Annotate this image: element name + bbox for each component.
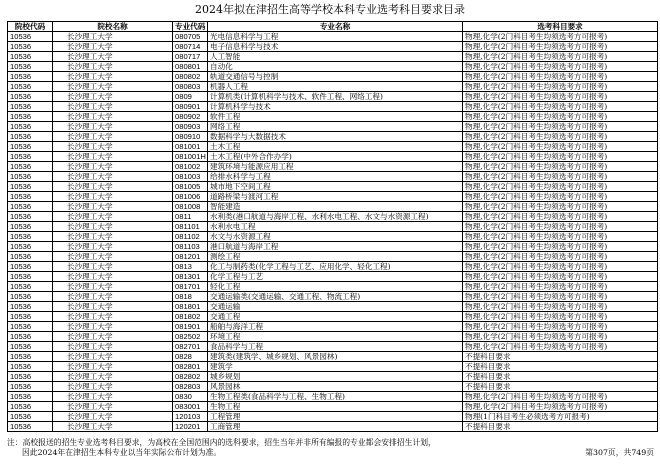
cell-major-name: 港口航道与海岸工程 <box>208 242 463 252</box>
cell-school-code: 10536 <box>8 342 53 352</box>
cell-school-code: 10536 <box>8 122 53 132</box>
cell-major-name: 网络工程 <box>208 122 463 132</box>
cell-school-name: 长沙理工大学 <box>53 282 173 292</box>
cell-major-code: 082801 <box>173 362 208 372</box>
header-major-name: 专业名称 <box>208 22 463 32</box>
cell-school-name: 长沙理工大学 <box>53 332 173 342</box>
cell-school-name: 长沙理工大学 <box>53 292 173 302</box>
cell-requirement: 物理,化学(2门科目考生均须选考方可报考) <box>463 152 658 162</box>
cell-school-name: 长沙理工大学 <box>53 302 173 312</box>
cell-major-code: 081005 <box>173 182 208 192</box>
cell-school-code: 10536 <box>8 42 53 52</box>
table-row <box>8 142 658 152</box>
cell-school-code: 10536 <box>8 232 53 242</box>
cell-school-code: 10536 <box>8 82 53 92</box>
cell-school-code: 10536 <box>8 322 53 332</box>
cell-requirement: 物理,化学(2门科目考生均须选考方可报考) <box>463 222 658 232</box>
table-row <box>8 112 658 122</box>
cell-major-code: 081001 <box>173 142 208 152</box>
cell-major-code: 082701 <box>173 342 208 352</box>
cell-major-name: 船舶与海洋工程 <box>208 322 463 332</box>
cell-major-code: 082802 <box>173 372 208 382</box>
cell-requirement: 物理,化学(2门科目考生均须选考方可报考) <box>463 302 658 312</box>
page-number: 第307页，共749页 <box>585 448 654 457</box>
cell-requirement: 物理,化学(2门科目考生均须选考方可报考) <box>463 402 658 412</box>
cell-major-code: 083001 <box>173 402 208 412</box>
header-requirement: 选考科目要求 <box>463 22 658 32</box>
cell-requirement: 物理,化学(2门科目考生均须选考方可报考) <box>463 102 658 112</box>
cell-school-code: 10536 <box>8 262 53 272</box>
cell-school-name: 长沙理工大学 <box>53 372 173 382</box>
cell-major-name: 智能建造 <box>208 202 463 212</box>
cell-major-name: 工程管理 <box>208 412 463 422</box>
cell-school-code: 10536 <box>8 62 53 72</box>
cell-major-name: 食品科学与工程 <box>208 342 463 352</box>
cell-major-name: 建筑环境与能源应用工程 <box>208 162 463 172</box>
cell-school-name: 长沙理工大学 <box>53 232 173 242</box>
cell-major-code: 080717 <box>173 52 208 62</box>
cell-school-name: 长沙理工大学 <box>53 52 173 62</box>
table-header-row <box>8 22 658 32</box>
cell-requirement: 物理,化学(2门科目考生均须选考方可报考) <box>463 202 658 212</box>
cell-school-name: 长沙理工大学 <box>53 392 173 402</box>
cell-requirement: 物理,化学(2门科目考生均须选考方可报考) <box>463 282 658 292</box>
header-school-name: 院校名称 <box>53 22 173 32</box>
cell-school-code: 10536 <box>8 412 53 422</box>
table-row <box>8 72 658 82</box>
cell-requirement: 物理,化学(2门科目考生均须选考方可报考) <box>463 72 658 82</box>
table-row <box>8 282 658 292</box>
cell-school-name: 长沙理工大学 <box>53 312 173 322</box>
cell-major-code: 081301 <box>173 272 208 282</box>
table-row <box>8 352 658 362</box>
cell-school-code: 10536 <box>8 142 53 152</box>
cell-major-name: 建筑类(建筑学、城乡规划、风景园林) <box>208 352 463 362</box>
cell-major-code: 081008 <box>173 202 208 212</box>
cell-school-name: 长沙理工大学 <box>53 352 173 362</box>
cell-school-code: 10536 <box>8 202 53 212</box>
cell-requirement: 不提科目要求 <box>463 362 658 372</box>
cell-school-name: 长沙理工大学 <box>53 252 173 262</box>
cell-school-code: 10536 <box>8 52 53 62</box>
cell-school-name: 长沙理工大学 <box>53 152 173 162</box>
table-row <box>8 262 658 272</box>
cell-school-name: 长沙理工大学 <box>53 402 173 412</box>
cell-requirement: 物理,化学(2门科目考生均须选考方可报考) <box>463 52 658 62</box>
cell-requirement: 物理,化学(2门科目考生均须选考方可报考) <box>463 82 658 92</box>
table-row <box>8 272 658 282</box>
cell-school-code: 10536 <box>8 382 53 392</box>
cell-school-code: 10536 <box>8 302 53 312</box>
table-row <box>8 92 658 102</box>
cell-major-code: 081701 <box>173 282 208 292</box>
cell-major-code: 082502 <box>173 332 208 342</box>
footnote-line-2: 因此2024年在津招生本科专业以当年实际公布计划为准。 <box>22 448 222 457</box>
cell-school-code: 10536 <box>8 352 53 362</box>
table-row <box>8 242 658 252</box>
cell-major-name: 数据科学与大数据技术 <box>208 132 463 142</box>
cell-major-name: 自动化 <box>208 62 463 72</box>
cell-major-name: 风景园林 <box>208 382 463 392</box>
cell-school-code: 10536 <box>8 422 53 432</box>
table-row <box>8 162 658 172</box>
cell-school-code: 10536 <box>8 112 53 122</box>
cell-major-name: 机器人工程 <box>208 82 463 92</box>
cell-requirement: 物理,化学(2门科目考生均须选考方可报考) <box>463 182 658 192</box>
cell-school-code: 10536 <box>8 32 53 42</box>
cell-school-code: 10536 <box>8 92 53 102</box>
cell-major-name: 道路桥梁与渡河工程 <box>208 192 463 202</box>
cell-school-name: 长沙理工大学 <box>53 42 173 52</box>
table-row <box>8 332 658 342</box>
cell-major-code: 082803 <box>173 382 208 392</box>
cell-major-name: 化工与制药类(化学工程与工艺、应用化学、轻化工程) <box>208 262 463 272</box>
table-row <box>8 292 658 302</box>
cell-major-name: 软件工程 <box>208 112 463 122</box>
cell-requirement: 物理,化学(2门科目考生均须选考方可报考) <box>463 92 658 102</box>
cell-school-code: 10536 <box>8 242 53 252</box>
table-row <box>8 232 658 242</box>
cell-major-code: 081002 <box>173 162 208 172</box>
cell-school-name: 长沙理工大学 <box>53 342 173 352</box>
cell-school-name: 长沙理工大学 <box>53 172 173 182</box>
cell-major-name: 土木工程(中外合作办学) <box>208 152 463 162</box>
cell-major-name: 交通运输 <box>208 302 463 312</box>
cell-major-code: 080714 <box>173 42 208 52</box>
cell-school-name: 长沙理工大学 <box>53 242 173 252</box>
table-row <box>8 342 658 352</box>
cell-requirement: 物理,化学(2门科目考生均须选考方可报考) <box>463 232 658 242</box>
table-row <box>8 32 658 42</box>
cell-major-name: 水利水电工程 <box>208 222 463 232</box>
cell-major-code: 081001H <box>173 152 208 162</box>
table-row <box>8 82 658 92</box>
table-row <box>8 402 658 412</box>
cell-school-name: 长沙理工大学 <box>53 122 173 132</box>
cell-school-code: 10536 <box>8 252 53 262</box>
cell-school-name: 长沙理工大学 <box>53 182 173 192</box>
table-row <box>8 62 658 72</box>
cell-school-name: 长沙理工大学 <box>53 162 173 172</box>
cell-school-code: 10536 <box>8 392 53 402</box>
cell-requirement: 物理,化学(2门科目考生均须选考方可报考) <box>463 162 658 172</box>
cell-school-name: 长沙理工大学 <box>53 362 173 372</box>
cell-major-name: 轻化工程 <box>208 282 463 292</box>
cell-major-code: 080910 <box>173 132 208 142</box>
cell-school-code: 10536 <box>8 222 53 232</box>
cell-major-code: 080803 <box>173 82 208 92</box>
cell-school-code: 10536 <box>8 272 53 282</box>
cell-school-code: 10536 <box>8 282 53 292</box>
cell-school-name: 长沙理工大学 <box>53 112 173 122</box>
cell-major-code: 081802 <box>173 312 208 322</box>
table-row <box>8 392 658 402</box>
cell-school-name: 长沙理工大学 <box>53 32 173 42</box>
cell-requirement: 不提科目要求 <box>463 382 658 392</box>
cell-school-name: 长沙理工大学 <box>53 92 173 102</box>
requirements-table <box>7 21 658 432</box>
cell-school-code: 10536 <box>8 102 53 112</box>
table-row <box>8 182 658 192</box>
cell-school-name: 长沙理工大学 <box>53 382 173 392</box>
cell-school-code: 10536 <box>8 182 53 192</box>
cell-requirement: 物理,化学(2门科目考生均须选考方可报考) <box>463 292 658 302</box>
cell-school-code: 10536 <box>8 212 53 222</box>
cell-major-name: 土木工程 <box>208 142 463 152</box>
table-row <box>8 372 658 382</box>
cell-school-name: 长沙理工大学 <box>53 212 173 222</box>
cell-requirement: 物理,化学(2门科目考生均须选考方可报考) <box>463 62 658 72</box>
cell-requirement: 物理,化学(2门科目考生均须选考方可报考) <box>463 122 658 132</box>
cell-school-code: 10536 <box>8 162 53 172</box>
cell-major-name: 交通运输类(交通运输、交通工程、物流工程) <box>208 292 463 302</box>
cell-school-name: 长沙理工大学 <box>53 412 173 422</box>
cell-school-name: 长沙理工大学 <box>53 272 173 282</box>
cell-major-name: 工商管理 <box>208 422 463 432</box>
header-school-code: 院校代码 <box>8 22 53 32</box>
page-title: 2024年拟在津招生高等学校本科专业选考科目要求目录 <box>195 3 465 16</box>
cell-requirement: 物理,化学(2门科目考生均须选考方可报考) <box>463 212 658 222</box>
cell-major-name: 水文与水资源工程 <box>208 232 463 242</box>
cell-school-name: 长沙理工大学 <box>53 142 173 152</box>
cell-school-code: 10536 <box>8 172 53 182</box>
cell-major-name: 水利类(港口航道与海岸工程、水利水电工程、水文与水资源工程) <box>208 212 463 222</box>
cell-school-code: 10536 <box>8 402 53 412</box>
cell-major-code: 080801 <box>173 62 208 72</box>
cell-major-code: 081901 <box>173 322 208 332</box>
table-row <box>8 412 658 422</box>
cell-major-name: 交通工程 <box>208 312 463 322</box>
cell-school-name: 长沙理工大学 <box>53 62 173 72</box>
cell-major-code: 120103 <box>173 412 208 422</box>
table-row <box>8 302 658 312</box>
cell-school-name: 长沙理工大学 <box>53 132 173 142</box>
cell-major-code: 081006 <box>173 192 208 202</box>
cell-requirement: 物理,化学(2门科目考生均须选考方可报考) <box>463 392 658 402</box>
cell-school-name: 长沙理工大学 <box>53 72 173 82</box>
cell-major-code: 0813 <box>173 262 208 272</box>
cell-major-code: 120201 <box>173 422 208 432</box>
cell-major-name: 给排水科学与工程 <box>208 172 463 182</box>
cell-requirement: 物理,化学(2门科目考生均须选考方可报考) <box>463 262 658 272</box>
table-row <box>8 212 658 222</box>
cell-requirement: 物理,化学(2门科目考生均须选考方可报考) <box>463 192 658 202</box>
table-row <box>8 312 658 322</box>
cell-major-name: 测绘工程 <box>208 252 463 262</box>
cell-major-code: 080802 <box>173 72 208 82</box>
cell-school-code: 10536 <box>8 332 53 342</box>
cell-major-name: 计算机类(计算机科学与技术、软件工程、网络工程) <box>208 92 463 102</box>
cell-school-code: 10536 <box>8 292 53 302</box>
cell-major-name: 电子信息科学与技术 <box>208 42 463 52</box>
cell-school-code: 10536 <box>8 152 53 162</box>
table-row <box>8 52 658 62</box>
cell-requirement: 物理,化学(2门科目考生均须选考方可报考) <box>463 322 658 332</box>
cell-school-code: 10536 <box>8 192 53 202</box>
cell-major-code: 080902 <box>173 112 208 122</box>
cell-major-name: 人工智能 <box>208 52 463 62</box>
cell-school-name: 长沙理工大学 <box>53 222 173 232</box>
cell-major-code: 0828 <box>173 352 208 362</box>
cell-major-name: 计算机科学与技术 <box>208 102 463 112</box>
cell-school-name: 长沙理工大学 <box>53 192 173 202</box>
cell-requirement: 不提科目要求 <box>463 422 658 432</box>
table-row <box>8 122 658 132</box>
table-row <box>8 362 658 372</box>
table-row <box>8 252 658 262</box>
cell-requirement: 物理,化学(2门科目考生均须选考方可报考) <box>463 142 658 152</box>
cell-requirement: 物理,化学(2门科目考生均须选考方可报考) <box>463 112 658 122</box>
table-row <box>8 192 658 202</box>
header-major-code: 专业代码 <box>173 22 208 32</box>
cell-major-code: 081102 <box>173 232 208 242</box>
cell-major-code: 081003 <box>173 172 208 182</box>
cell-major-code: 081201 <box>173 252 208 262</box>
table-row <box>8 422 658 432</box>
cell-school-code: 10536 <box>8 72 53 82</box>
cell-major-name: 生物工程类(食品科学与工程、生物工程) <box>208 392 463 402</box>
table-row <box>8 382 658 392</box>
cell-requirement: 物理,化学(2门科目考生均须选考方可报考) <box>463 332 658 342</box>
cell-major-code: 080901 <box>173 102 208 112</box>
cell-major-code: 0811 <box>173 212 208 222</box>
cell-school-name: 长沙理工大学 <box>53 102 173 112</box>
cell-major-code: 0818 <box>173 292 208 302</box>
cell-school-code: 10536 <box>8 372 53 382</box>
cell-school-name: 长沙理工大学 <box>53 422 173 432</box>
cell-requirement: 物理,化学(2门科目考生均须选考方可报考) <box>463 272 658 282</box>
table-row <box>8 202 658 212</box>
cell-requirement: 物理,化学(2门科目考生均须选考方可报考) <box>463 242 658 252</box>
cell-school-name: 长沙理工大学 <box>53 82 173 92</box>
cell-major-name: 光电信息科学与工程 <box>208 32 463 42</box>
cell-requirement: 物理(1门科目考生必须选考方可报考) <box>463 412 658 422</box>
cell-major-name: 建筑学 <box>208 362 463 372</box>
cell-major-code: 081103 <box>173 242 208 252</box>
cell-school-name: 长沙理工大学 <box>53 322 173 332</box>
cell-requirement: 物理,化学(2门科目考生均须选考方可报考) <box>463 172 658 182</box>
table-row <box>8 172 658 182</box>
table-body <box>8 32 658 432</box>
table-row <box>8 132 658 142</box>
cell-requirement: 不提科目要求 <box>463 352 658 362</box>
cell-major-code: 0830 <box>173 392 208 402</box>
table-row <box>8 102 658 112</box>
cell-major-name: 环境工程 <box>208 332 463 342</box>
table-row <box>8 322 658 332</box>
cell-major-name: 生物工程 <box>208 402 463 412</box>
cell-school-name: 长沙理工大学 <box>53 262 173 272</box>
cell-major-name: 城市地下空间工程 <box>208 182 463 192</box>
cell-major-code: 0809 <box>173 92 208 102</box>
cell-requirement: 不提科目要求 <box>463 372 658 382</box>
cell-school-name: 长沙理工大学 <box>53 202 173 212</box>
cell-major-name: 轨道交通信号与控制 <box>208 72 463 82</box>
table-row <box>8 152 658 162</box>
cell-school-code: 10536 <box>8 312 53 322</box>
cell-major-name: 化学工程与工艺 <box>208 272 463 282</box>
footnote-line-1: 注：高校报送的招生专业选考科目要求，为高校在全国范围内的选科要求，招生当年并非所有编报的专业都会安排招生计划， <box>7 438 436 447</box>
cell-requirement: 物理,化学(2门科目考生均须选考方可报考) <box>463 312 658 322</box>
cell-requirement: 物理,化学(2门科目考生均须选考方可报考) <box>463 32 658 42</box>
cell-requirement: 物理,化学(2门科目考生均须选考方可报考) <box>463 42 658 52</box>
cell-major-name: 城乡规划 <box>208 372 463 382</box>
table-row <box>8 42 658 52</box>
cell-requirement: 物理,化学(2门科目考生均须选考方可报考) <box>463 252 658 262</box>
cell-major-code: 081101 <box>173 222 208 232</box>
table-row <box>8 222 658 232</box>
cell-major-code: 080903 <box>173 122 208 132</box>
cell-school-code: 10536 <box>8 362 53 372</box>
cell-school-code: 10536 <box>8 132 53 142</box>
cell-major-code: 080705 <box>173 32 208 42</box>
cell-requirement: 物理,化学(2门科目考生均须选考方可报考) <box>463 132 658 142</box>
cell-requirement: 物理,化学(2门科目考生均须选考方可报考) <box>463 342 658 352</box>
cell-major-code: 081801 <box>173 302 208 312</box>
